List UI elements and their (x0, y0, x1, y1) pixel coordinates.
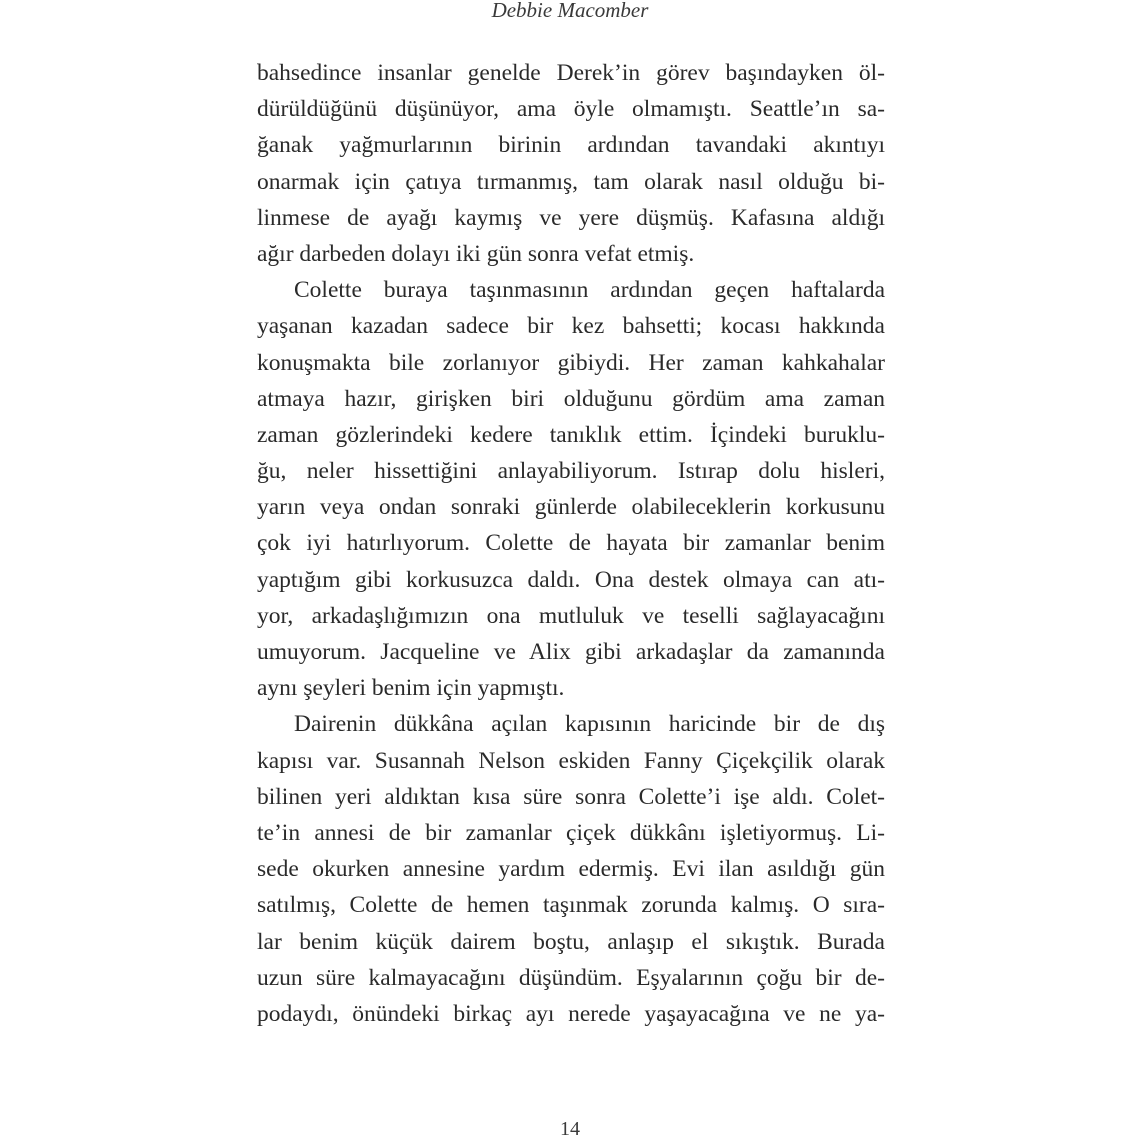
text-line: atmaya hazır, girişken biri olduğunu gördüm ama zaman (257, 385, 885, 412)
text-line: lar benim küçük dairem boştu, anlaşıp el sıkıştık. Burada (257, 928, 885, 955)
text-line: dürüldüğünü düşünüyor, ama öyle olmamıştı. Seattle’ın sa- (257, 96, 885, 123)
text-line: linmese de ayağı kaymış ve yere düşmüş. Kafasına aldığı (257, 204, 885, 231)
text-line: Colette buraya taşınmasının ardından geçen haftalarda (294, 277, 885, 304)
text-line: bilinen yeri aldıktan kısa süre sonra Colette’i işe aldı. Colet- (257, 783, 885, 810)
text-line: konuşmakta bile zorlanıyor gibiydi. Her zaman kahkahalar (257, 349, 885, 376)
text-line: umuyorum. Jacqueline ve Alix gibi arkadaşlar da zamanında (257, 639, 885, 665)
text-line: çok iyi hatırlıyorum. Colette de hayata bir zamanlar benim (257, 530, 885, 557)
paragraph (257, 55, 885, 272)
text-line: te’in annesi de bir zamanlar çiçek dükkânı işletiyormuş. Li- (257, 819, 885, 846)
text-line: kapısı var. Susannah Nelson eskiden Fanny Çiçekçilik olarak (257, 747, 885, 774)
text-line: sede okurken annesine yardım edermiş. Evi ilan asıldığı gün (257, 856, 885, 883)
text-line: Dairenin dükkâna açılan kapısının haricinde bir de dış (294, 711, 885, 738)
text-line: uzun süre kalmayacağını düşündüm. Eşyalarının çoğu bir de- (257, 964, 885, 991)
text-line: zaman gözlerindeki kedere tanıklık ettim. İçindeki buruklu- (257, 421, 885, 448)
text-line: ğu, neler hissettiğini anlayabiliyorum. Istırap dolu hisleri, (257, 458, 885, 485)
text-line: onarmak için çatıya tırmanmış, tam olarak nasıl olduğu bi- (257, 168, 885, 195)
text-line: yaşanan kazadan sadece bir kez bahsetti; kocası hakkında (257, 313, 885, 340)
text-line: bahsedince insanlar genelde Derek’in görev başındayken öl- (257, 60, 885, 86)
text-line: ağır darbeden dolayı iki gün sonra vefat etmiş. (257, 240, 695, 267)
text-line: yarın veya ondan sonraki günlerde olabileceklerin korkusunu (257, 494, 885, 521)
paragraph (257, 706, 885, 1032)
text-line: satılmış, Colette de hemen taşınmak zorunda kalmış. O sıra- (257, 892, 885, 919)
body-text (257, 55, 885, 1032)
text-line: podaydı, önündeki birkaç ayı nerede yaşayacağına ve ne ya- (257, 1000, 885, 1027)
text-line: ğanak yağmurlarının birinin ardından tavandaki akıntıyı (257, 132, 885, 159)
running-header-author: Debbie Macomber (491, 0, 649, 22)
paragraph (257, 272, 885, 706)
text-line: yor, arkadaşlığımızın ona mutluluk ve teselli sağlayacağını (257, 602, 885, 629)
text-line: yaptığım gibi korkusuzca daldı. Ona destek olmaya can atı- (257, 566, 885, 593)
text-line: aynı şeyleri benim için yapmıştı. (257, 675, 565, 702)
page-number: 14 (560, 1118, 580, 1140)
